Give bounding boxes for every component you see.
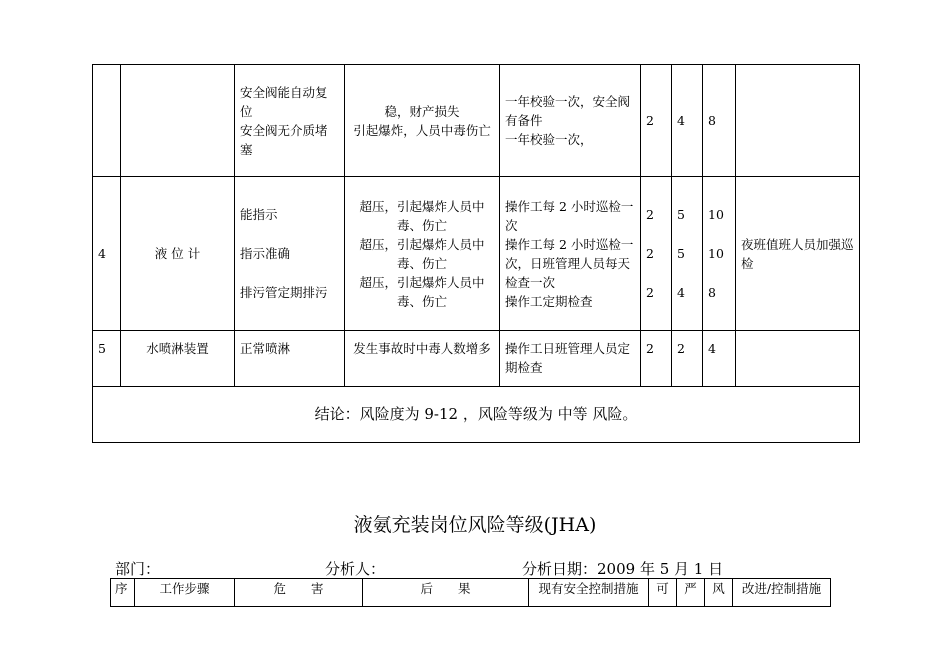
- risk-table: [92, 64, 860, 443]
- col-header-improve: 改进/控制措施: [733, 579, 831, 607]
- analysis-date: 分析日期：2009 年 5 月 1 日: [522, 560, 724, 578]
- col-header-controls: 现有安全控制措施: [529, 579, 649, 607]
- col-header-seq: 序: [111, 579, 135, 607]
- jha-header-table: [110, 578, 831, 607]
- consequence-cell: 稳，财产损失 引起爆炸，人员中毒伤亡: [345, 65, 500, 177]
- table-row: [93, 65, 860, 177]
- seq-cell: 5: [93, 331, 121, 387]
- possibility-cell: 2: [641, 331, 672, 387]
- conclusion-text: 结论：风险度为 9-12 ，风险等级为 中等 风险。: [93, 387, 860, 443]
- page-title: 液氨充装岗位风险等级(JHA): [353, 514, 597, 536]
- hazard-cell: 正常喷淋: [235, 331, 345, 387]
- col-header-hazard: 危 害: [235, 579, 363, 607]
- risk-cell: 8: [703, 65, 736, 177]
- control-cell: 一年校验一次，安全阀有备件 一年校验一次，: [500, 65, 641, 177]
- hazard-cell: 能指示 指示准确 排污管定期排污: [235, 177, 345, 331]
- possibility-cell: 2 2 2: [641, 177, 672, 331]
- dept-label: 部门：: [115, 560, 161, 578]
- step-cell: 液 位 计: [121, 177, 235, 331]
- step-cell: 水喷淋装置: [121, 331, 235, 387]
- improve-cell: 夜班值班人员加强巡检: [736, 177, 860, 331]
- table-row: [93, 331, 860, 387]
- table-row: [93, 387, 860, 443]
- hazard-cell: 安全阀能自动复位 安全阀无介质堵塞: [235, 65, 345, 177]
- consequence-cell: 发生事故时中毒人数增多: [345, 331, 500, 387]
- risk-cell: 10 10 8: [703, 177, 736, 331]
- control-cell: 操作工每 2 小时巡检一次 操作工每 2 小时巡检一次，日班管理人员每天检查一次 操作工定期检查: [500, 177, 641, 331]
- risk-cell: 4: [703, 331, 736, 387]
- severity-cell: 4: [672, 65, 703, 177]
- severity-cell: 2: [672, 331, 703, 387]
- col-header-possibility: 可: [649, 579, 677, 607]
- consequence-cell: 超压，引起爆炸人员中毒、伤亡 超压，引起爆炸人员中毒、伤亡 超压，引起爆炸人员中毒、伤亡: [345, 177, 500, 331]
- table-row: [93, 177, 860, 331]
- col-header-severity: 严: [677, 579, 705, 607]
- severity-cell: 5 5 4: [672, 177, 703, 331]
- control-cell: 操作工日班管理人员定期检查: [500, 331, 641, 387]
- possibility-cell: 2: [641, 65, 672, 177]
- col-header-risk: 风: [705, 579, 733, 607]
- col-header-consequence: 后 果: [363, 579, 529, 607]
- seq-cell: 4: [93, 177, 121, 331]
- analyst-label: 分析人：: [325, 560, 386, 578]
- table-header-row: [111, 579, 831, 607]
- col-header-step: 工作步骤: [135, 579, 235, 607]
